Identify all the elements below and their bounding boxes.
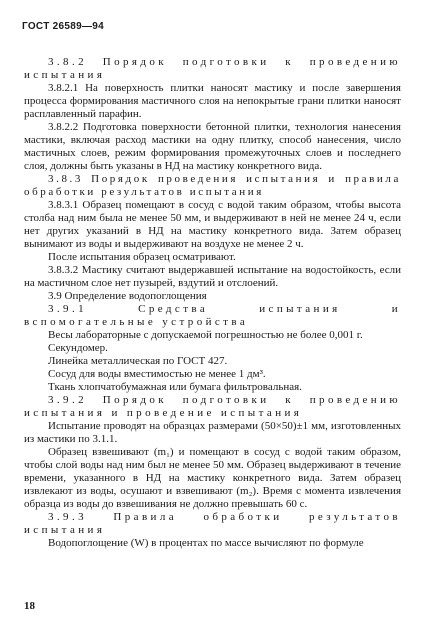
section-heading-3-9-1: 3.9.1 Средства испытания и вспомогательные устройства [24,303,401,328]
paragraph-3-8-3-2: 3.8.3.2 Мастику считают выдержавшей испытание на водостойкость, если на мастичном слое нет пузырей, вздутий и отслоений. [24,264,401,289]
paragraph-after-test: После испытания образец осматривают. [48,251,236,263]
paragraph-3-8-3-1: 3.8.3.1 Образец помещают в сосуд с водой таким образом, чтобы высота столба над ним была не менее 50 мм, и выдерживают в ней не менее 24 ч, если нет других указаний в НД на мастику конкретного вида. Затем образец вынимают из воды и выдерживают на воздухе не менее 2 ч. [24,199,401,250]
document-header: ГОСТ 26589—94 [22,21,105,32]
section-heading-3-8-3: 3.8.3 Порядок проведения испытания и правила обработки результатов испытания [24,173,401,198]
section-heading-3-8-2: 3.8.2 Порядок подготовки к проведению испытания [24,56,401,81]
section-heading-3-9: 3.9 Определение водопоглощения [48,290,207,302]
paragraph-weighing: Образец взвешивают (m₁) и помещают в сосуд с водой таким образом, чтобы слой воды над ним был не менее 50 мм. Образец выдерживают в течение времени, указанного в НД на мастику конкретного вида. Затем образец извлекают из воды, осушают и взвешивают (m₂). Время с момента извлечения образца из воды до взвешивания не должно превышать 60 с. [24,446,401,510]
list-item-stopwatch: Секундомер. [48,342,108,354]
document-body [24,56,401,550]
paragraph-sample-size: Испытание проводят на образцах размерами (50×50)±1 мм, изготовленных из мастики по 3.1.1. [24,420,401,445]
paragraph-3-8-2-2: 3.8.2.2 Подготовка поверхности бетонной плитки, технология нанесения мастики, включая расход мастики на одну плитку, способ нанесения, число мастичных слоев, режим формирования промежуточных слоев и последнего слоя, должны быть указаны в НД на мастику конкретного вида. [24,121,401,172]
paragraph-formula-intro: Водопоглощение (W) в процентах по массе вычисляют по формуле [48,537,364,549]
page-number: 18 [24,600,35,612]
section-heading-3-9-2: 3.9.2 Порядок подготовки к проведению испытания и проведение испытания [24,394,401,419]
list-item-ruler: Линейка металлическая по ГОСТ 427. [48,355,228,367]
section-heading-3-9-3: 3.9.3 Правила обработки результатов испытания [24,511,401,536]
paragraph-3-8-2-1: 3.8.2.1 На поверхность плитки наносят мастику и после завершения процесса формирования мастичного слоя на непокрытые грани плитки наносят расплавленный парафин. [24,82,401,120]
list-item-vessel: Сосуд для воды вместимостью не менее 1 дм³. [48,368,266,380]
list-item-scales: Весы лабораторные с допускаемой погрешностью не более 0,001 г. [48,329,363,341]
list-item-cloth: Ткань хлопчатобумажная или бумага фильтровальная. [48,381,302,393]
